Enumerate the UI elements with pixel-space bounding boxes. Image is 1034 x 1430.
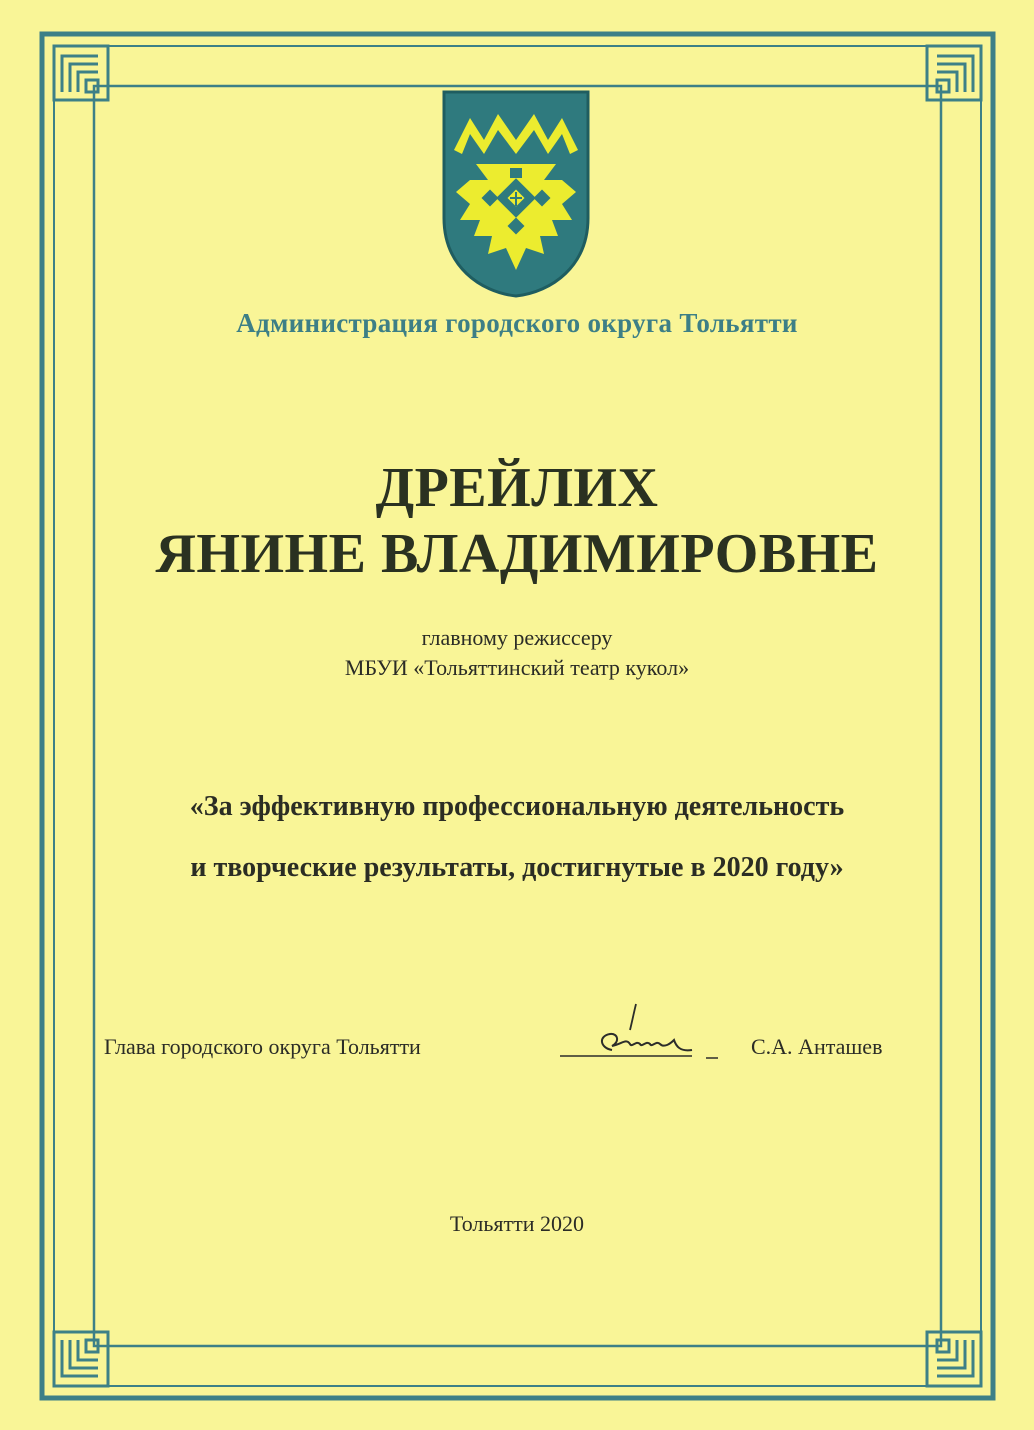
recipient-organization: МБУИ «Тольяттинский театр кукол» (344, 655, 690, 680)
citation-line-1: «За эффективную профессиональную деятельность (189, 791, 845, 822)
place-and-year: Тольятти 2020 (449, 1211, 585, 1236)
citation-line-2: и творческие результаты, достигнутые в 2020 году» (190, 852, 844, 883)
handwritten-signature-icon (552, 1000, 732, 1070)
recipient-position: главному режиссеру (421, 625, 613, 650)
signatory-name: С.А. Анташев (751, 1034, 883, 1059)
organization-name: Администрация городского округа Тольятти (236, 308, 798, 338)
tolyatti-coat-of-arms-icon (440, 88, 592, 298)
recipient-given-names: ЯНИНЕ ВЛАДИМИРОВНЕ (155, 523, 879, 585)
recipient-surname: ДРЕЙЛИХ (375, 457, 659, 519)
signatory-title: Глава городского округа Тольятти (104, 1034, 421, 1059)
